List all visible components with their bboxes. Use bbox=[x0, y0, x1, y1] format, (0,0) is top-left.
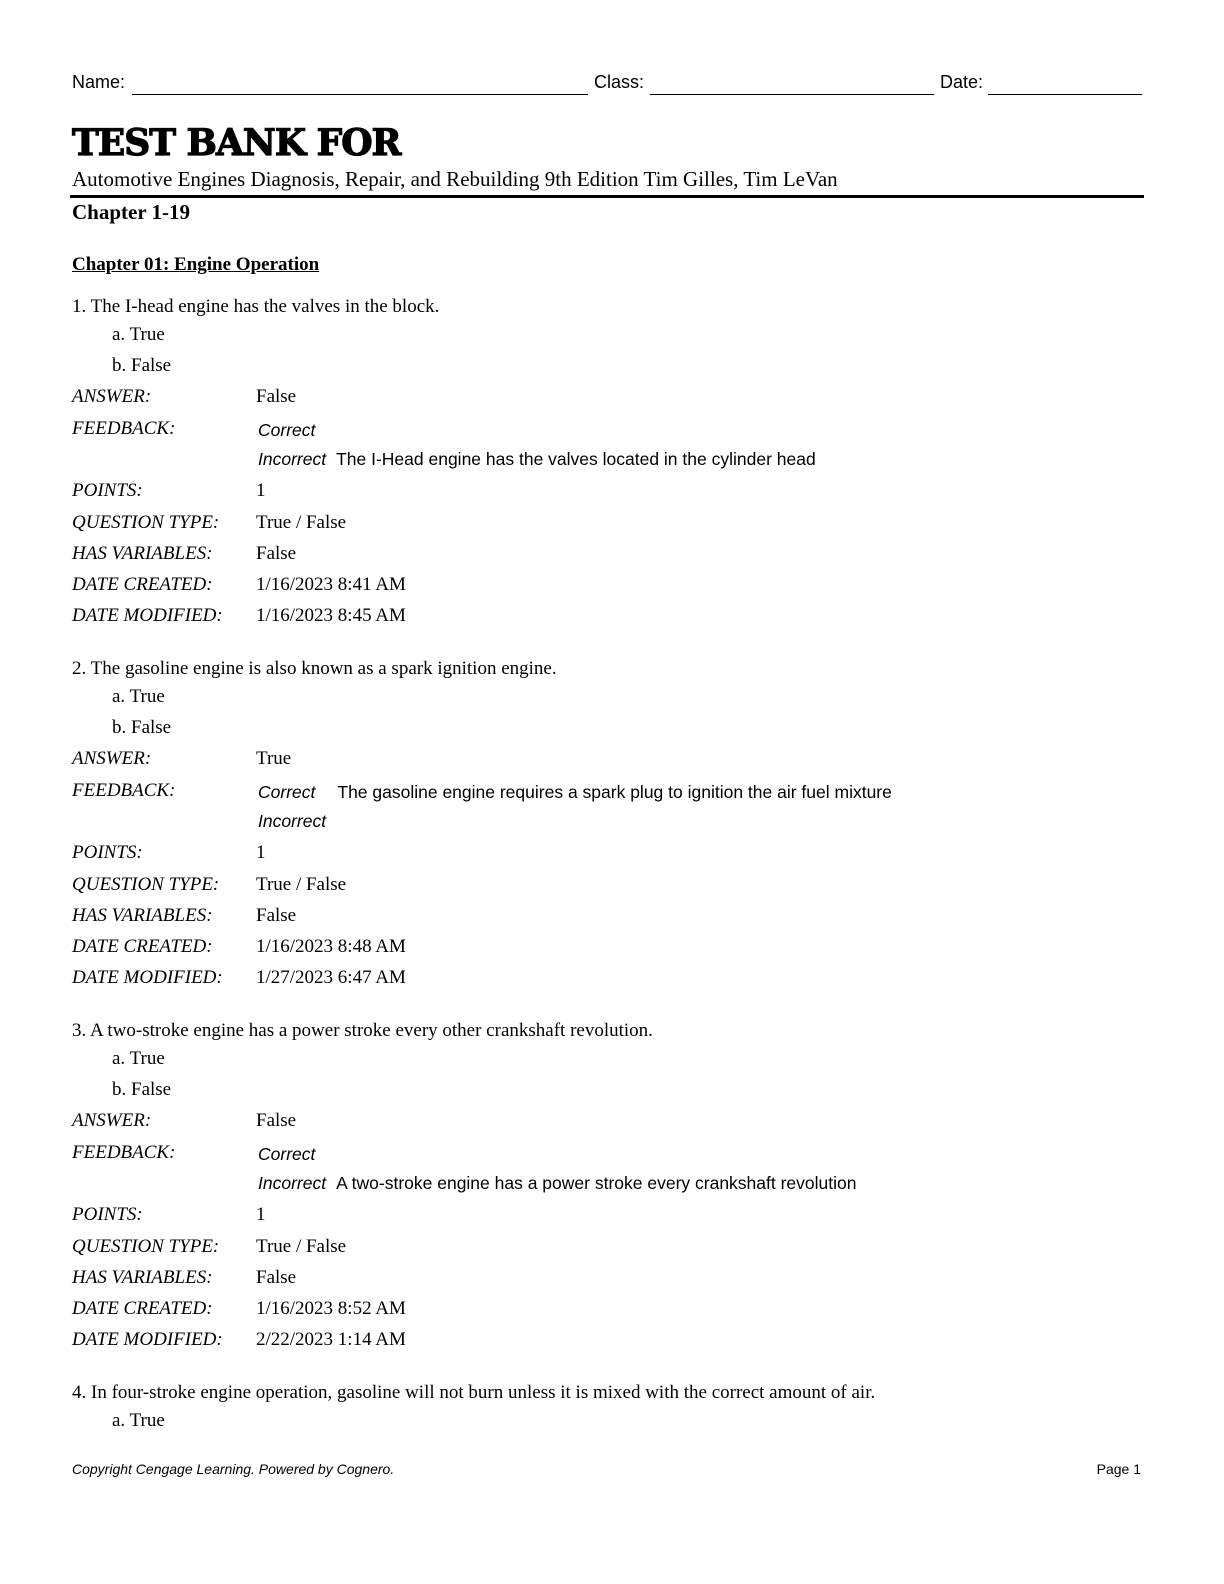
question-type-value: True / False bbox=[256, 874, 347, 895]
answer-label: ANSWER: bbox=[72, 386, 152, 407]
test-bank-banner: TEST BANK FOR bbox=[72, 122, 401, 164]
date-modified-label: DATE MODIFIED: bbox=[72, 967, 223, 988]
has-variables-value: False bbox=[256, 905, 297, 926]
incorrect-feedback-text: A two-stroke engine has a power stroke every crankshaft revolution bbox=[336, 1173, 857, 1193]
has-variables-label: HAS VARIABLES: bbox=[72, 905, 213, 926]
option-a: a. True bbox=[112, 1410, 165, 1431]
correct-label: Correct bbox=[258, 420, 316, 440]
feedback-incorrect bbox=[258, 1173, 856, 1194]
student-info-header bbox=[72, 72, 1142, 98]
answer-value: False bbox=[256, 386, 297, 407]
has-variables-value: False bbox=[256, 543, 297, 564]
date-created-value: 1/16/2023 8:41 AM bbox=[256, 574, 406, 595]
question-text: 2. The gasoline engine is also known as a spark ignition engine. bbox=[72, 658, 557, 679]
points-label: POINTS: bbox=[72, 1204, 143, 1225]
points-label: POINTS: bbox=[72, 480, 143, 501]
date-created-value: 1/16/2023 8:52 AM bbox=[256, 1298, 406, 1319]
date-created-label: DATE CREATED: bbox=[72, 936, 213, 957]
book-subtitle: Automotive Engines Diagnosis, Repair, and Rebuilding 9th Edition Tim Gilles, Tim LeVan bbox=[72, 167, 838, 191]
has-variables-label: HAS VARIABLES: bbox=[72, 543, 213, 564]
feedback-label: FEEDBACK: bbox=[72, 418, 176, 439]
question-text: 3. A two-stroke engine has a power stroke every other crankshaft revolution. bbox=[72, 1020, 653, 1041]
question-text: 1. The I-head engine has the valves in the block. bbox=[72, 296, 440, 317]
has-variables-label: HAS VARIABLES: bbox=[72, 1267, 213, 1288]
date-created-label: DATE CREATED: bbox=[72, 1298, 213, 1319]
title-divider bbox=[70, 195, 1144, 198]
option-b: b. False bbox=[112, 1079, 172, 1100]
date-modified-value: 1/16/2023 8:45 AM bbox=[256, 605, 406, 626]
answer-value: True bbox=[256, 748, 292, 769]
date-modified-value: 1/27/2023 6:47 AM bbox=[256, 967, 406, 988]
date-modified-value: 2/22/2023 1:14 AM bbox=[256, 1329, 406, 1350]
option-a: a. True bbox=[112, 1048, 165, 1069]
date-created-value: 1/16/2023 8:48 AM bbox=[256, 936, 406, 957]
points-value: 1 bbox=[256, 1204, 266, 1225]
date-modified-label: DATE MODIFIED: bbox=[72, 605, 223, 626]
footer-copyright: Copyright Cengage Learning. Powered by Cognero. bbox=[72, 1461, 395, 1477]
option-b: b. False bbox=[112, 717, 172, 738]
incorrect-feedback-text: The I-Head engine has the valves located in the cylinder head bbox=[336, 449, 816, 469]
incorrect-label: Incorrect bbox=[258, 811, 327, 831]
question-text: 4. In four-stroke engine operation, gasoline will not burn unless it is mixed with the correct amount of air. bbox=[72, 1382, 876, 1403]
question-type-label: QUESTION TYPE: bbox=[72, 512, 220, 533]
question-type-value: True / False bbox=[256, 1236, 347, 1257]
answer-label: ANSWER: bbox=[72, 1110, 152, 1131]
correct-label: Correct bbox=[258, 782, 316, 802]
date-created-label: DATE CREATED: bbox=[72, 574, 213, 595]
date-modified-label: DATE MODIFIED: bbox=[72, 1329, 223, 1350]
answer-value: False bbox=[256, 1110, 297, 1131]
incorrect-label: Incorrect bbox=[258, 449, 327, 469]
points-label: POINTS: bbox=[72, 842, 143, 863]
points-value: 1 bbox=[256, 842, 266, 863]
answer-label: ANSWER: bbox=[72, 748, 152, 769]
date-blank-line bbox=[988, 94, 1142, 95]
feedback-label: FEEDBACK: bbox=[72, 1142, 176, 1163]
class-label: Class: bbox=[594, 72, 645, 92]
section-heading: Chapter 01: Engine Operation bbox=[72, 254, 320, 275]
question-type-label: QUESTION TYPE: bbox=[72, 874, 220, 895]
feedback-correct bbox=[258, 420, 315, 441]
option-b: b. False bbox=[112, 355, 172, 376]
feedback-label: FEEDBACK: bbox=[72, 780, 176, 801]
question-type-value: True / False bbox=[256, 512, 347, 533]
chapter-range: Chapter 1-19 bbox=[72, 200, 191, 224]
name-blank-line bbox=[132, 94, 588, 95]
feedback-correct bbox=[258, 1144, 315, 1165]
class-blank-line bbox=[650, 94, 934, 95]
date-label: Date: bbox=[940, 72, 984, 92]
incorrect-label: Incorrect bbox=[258, 1173, 327, 1193]
correct-feedback-text: The gasoline engine requires a spark plug to ignition the air fuel mixture bbox=[337, 782, 892, 802]
page-number: Page 1 bbox=[1096, 1461, 1141, 1477]
feedback-correct bbox=[258, 782, 892, 803]
question-type-label: QUESTION TYPE: bbox=[72, 1236, 220, 1257]
has-variables-value: False bbox=[256, 1267, 297, 1288]
option-a: a. True bbox=[112, 324, 165, 345]
feedback-incorrect bbox=[258, 449, 816, 470]
name-label: Name: bbox=[72, 72, 126, 92]
points-value: 1 bbox=[256, 480, 266, 501]
option-a: a. True bbox=[112, 686, 165, 707]
correct-label: Correct bbox=[258, 1144, 316, 1164]
feedback-incorrect bbox=[258, 811, 326, 832]
